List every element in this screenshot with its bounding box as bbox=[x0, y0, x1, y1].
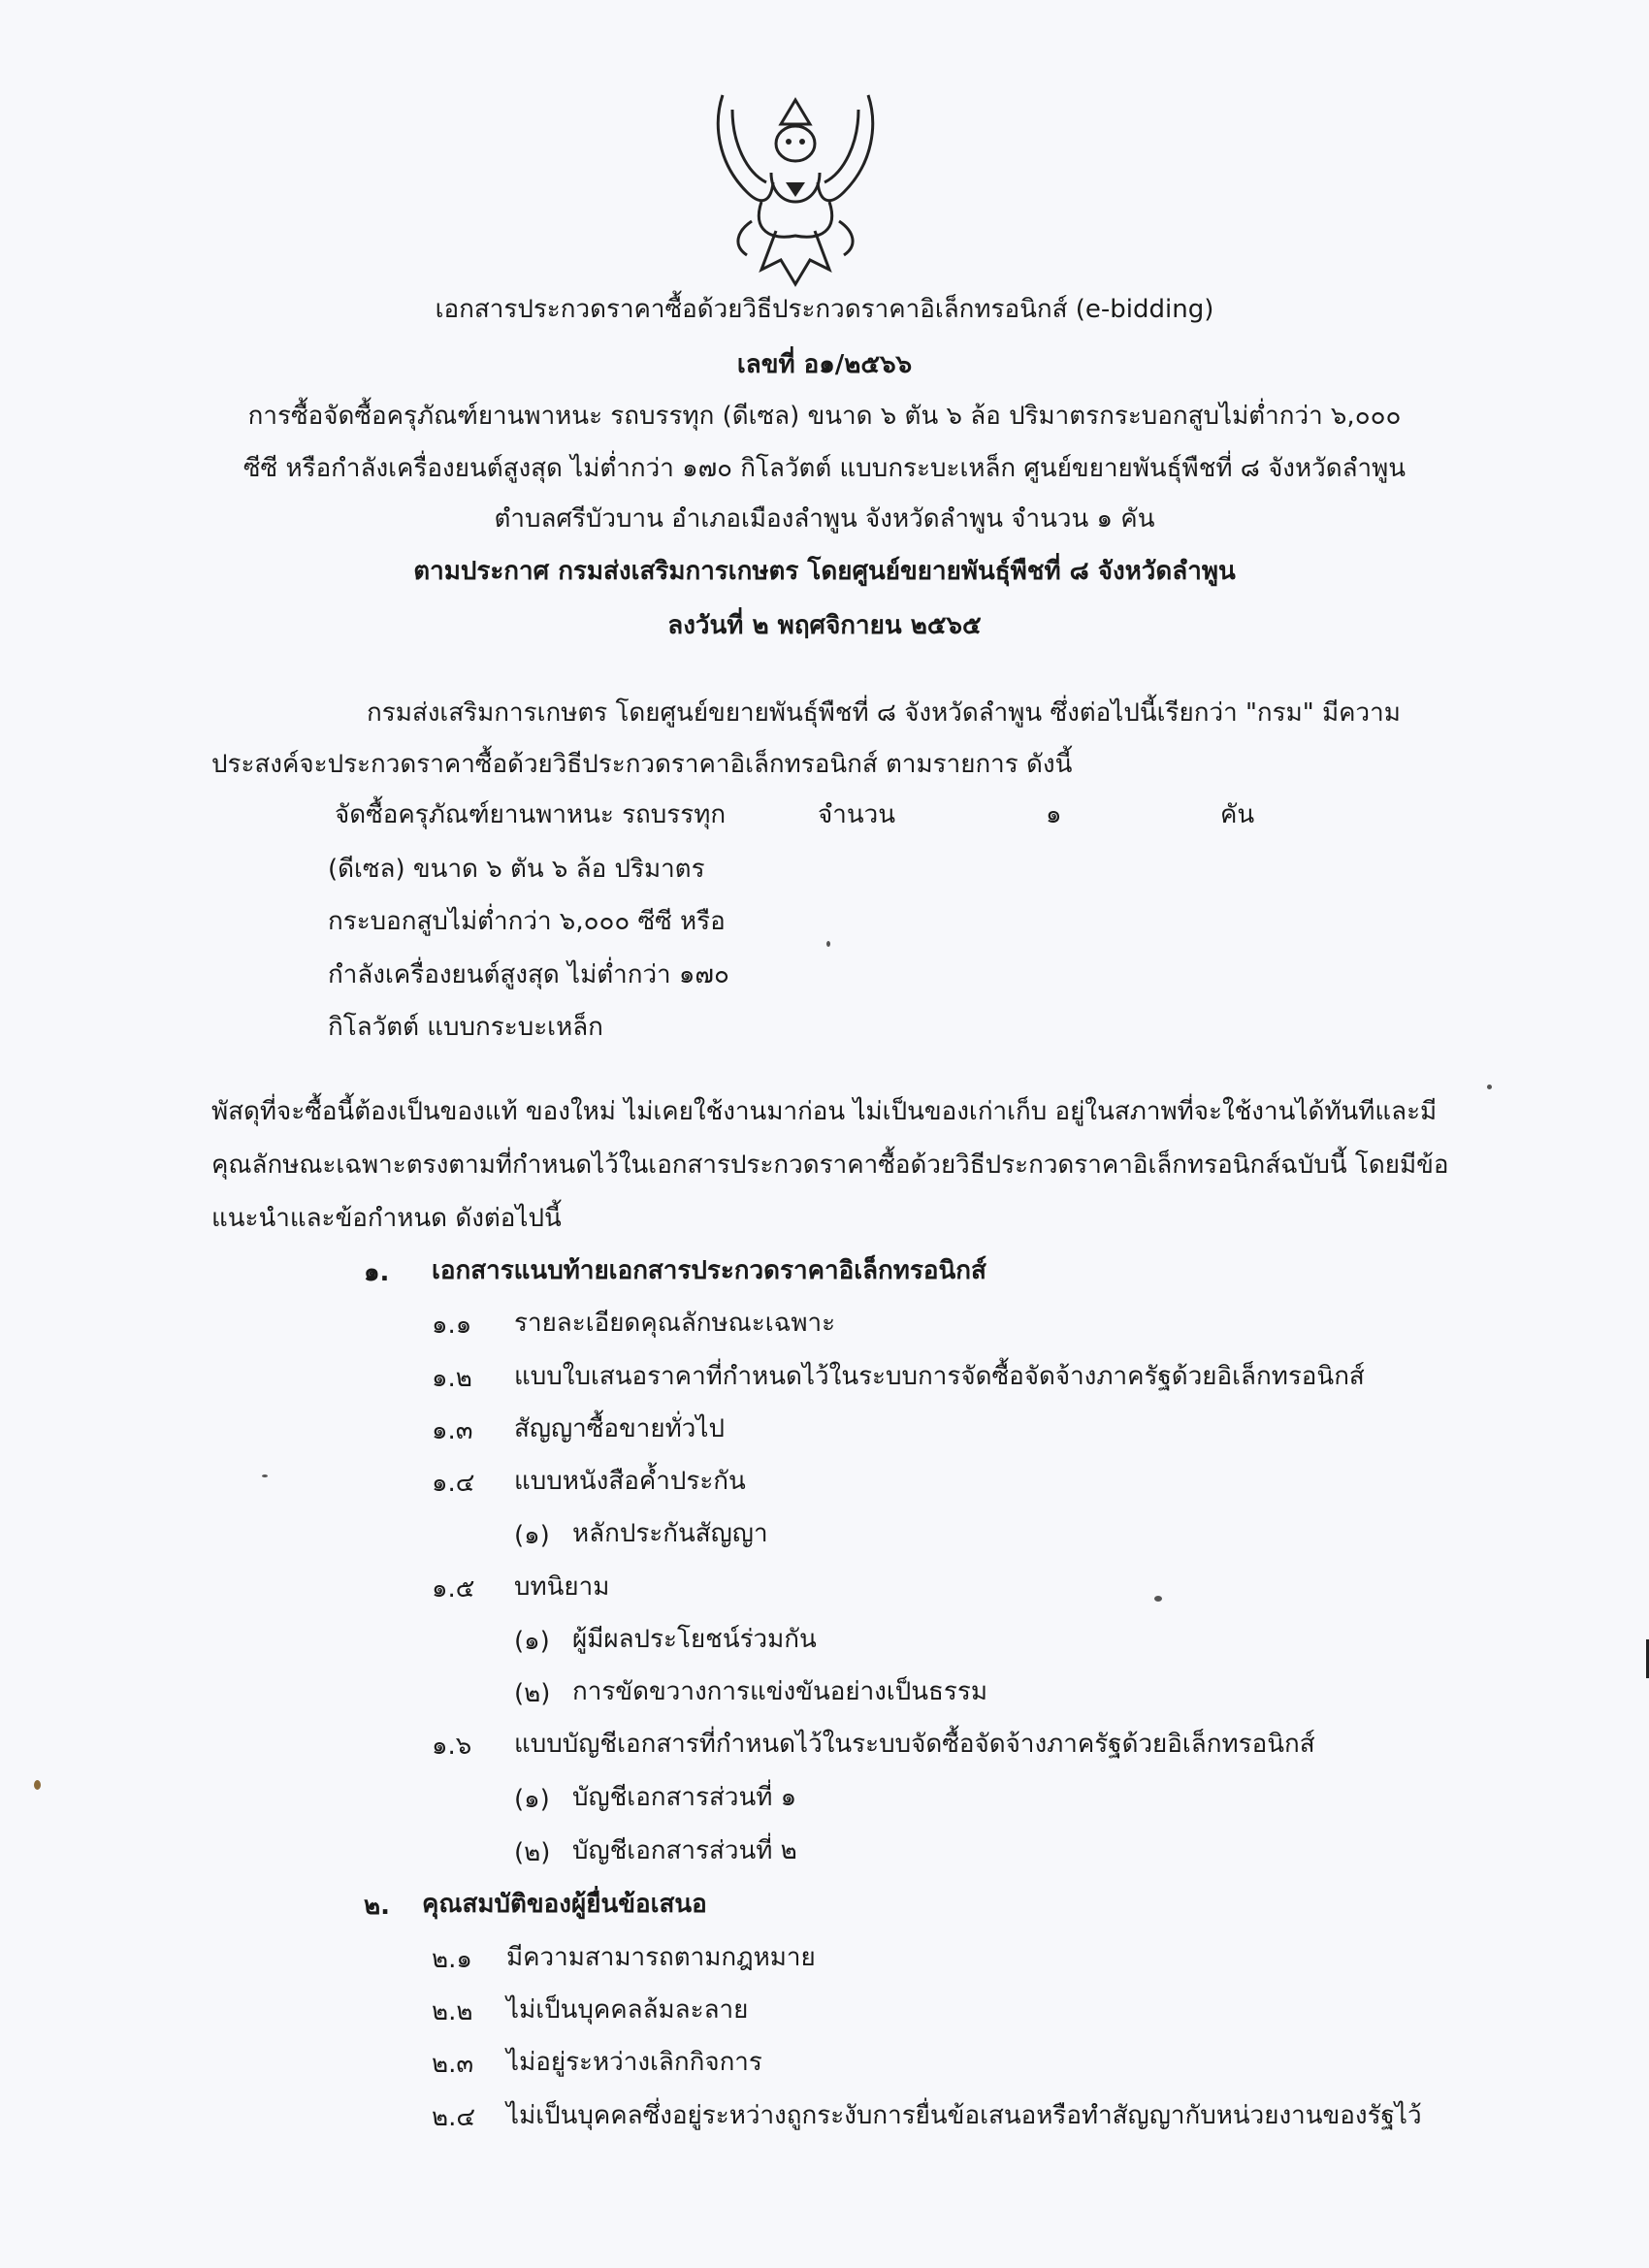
announcement-date: ลงวันที่ ๒ พฤศจิกายน ๒๕๖๕ bbox=[667, 611, 982, 640]
scan-speck bbox=[1487, 1085, 1492, 1089]
section-1-number: ๑. bbox=[364, 1258, 390, 1287]
subject-line-3: ตำบลศรีบัวบาน อำเภอเมืองลำพูน จังหวัดลำพูน จำนวน ๑ คัน bbox=[494, 504, 1155, 534]
item-desc-line: (ดีเซล) ขนาด ๖ ตัน ๖ ล้อ ปริมาตร bbox=[328, 855, 705, 884]
conditions-line-2: คุณลักษณะเฉพาะตรงตามที่กำหนดไว้ในเอกสารประกวดราคาซื้อด้วยวิธีประกวดราคาอิเล็กทรอนิกส์ฉบับนี้ โดยมีข้อ bbox=[211, 1150, 1449, 1180]
item-number: ๑.๒ bbox=[432, 1364, 472, 1393]
sub-item-number: (๒) bbox=[514, 1838, 551, 1867]
sub-item-text: การขัดขวางการแข่งขันอย่างเป็นธรรม bbox=[572, 1677, 987, 1706]
item-qty-value: ๑ bbox=[1046, 800, 1062, 829]
item-desc-line: กำลังเครื่องยนต์สูงสุด ไม่ต่ำกว่า ๑๗๐ bbox=[328, 960, 729, 989]
item-text: มีความสามารถตามกฎหมาย bbox=[506, 1943, 816, 1972]
announcement-line: ตามประกาศ กรมส่งเสริมการเกษตร โดยศูนย์ขยายพันธุ์พืชที่ ๘ จังหวัดลำพูน bbox=[413, 557, 1236, 586]
conditions-line-1: พัสดุที่จะซื้อนี้ต้องเป็นของแท้ ของใหม่ ไม่เคยใช้งานมาก่อน ไม่เป็นของเก่าเก็บ อยู่ในสภาพที่จะใช้งานได้ทันทีและมี bbox=[211, 1097, 1438, 1126]
item-desc-line: กระบอกสูบไม่ต่ำกว่า ๖,๐๐๐ ซีซี หรือ bbox=[328, 907, 726, 936]
sub-item-text: บัญชีเอกสารส่วนที่ ๑ bbox=[572, 1783, 797, 1812]
item-text: ไม่เป็นบุคคลซึ่งอยู่ระหว่างถูกระงับการยื่นข้อเสนอหรือทำสัญญากับหน่วยงานของรัฐไว้ bbox=[506, 2101, 1422, 2130]
garuda-emblem-icon bbox=[703, 85, 888, 291]
intro-line-2: ประสงค์จะประกวดราคาซื้อด้วยวิธีประกวดราคาอิเล็กทรอนิกส์ ตามรายการ ดังนี้ bbox=[211, 750, 1073, 779]
scan-speck bbox=[262, 1474, 268, 1477]
section-1-title: เอกสารแนบท้ายเอกสารประกวดราคาอิเล็กทรอนิกส์ bbox=[432, 1256, 986, 1285]
sub-item-number: (๑) bbox=[514, 1627, 550, 1656]
sub-item-text: ผู้มีผลประโยชน์ร่วมกัน bbox=[572, 1625, 817, 1654]
item-number: ๑.๓ bbox=[432, 1416, 473, 1445]
item-text: ไม่เป็นบุคคลล้มละลาย bbox=[506, 1995, 749, 2025]
scan-speck bbox=[1154, 1596, 1162, 1602]
sub-item-number: (๑) bbox=[514, 1785, 550, 1814]
subject-line-2: ซีซี หรือกำลังเครื่องยนต์สูงสุด ไม่ต่ำกว่า ๑๗๐ กิโลวัตต์ แบบกระบะเหล็ก ศูนย์ขยายพันธุ์พืชที่ ๘ จังหวัดลำพูน bbox=[242, 454, 1406, 483]
item-number: ๑.๖ bbox=[432, 1732, 472, 1761]
sub-item-text: หลักประกันสัญญา bbox=[572, 1519, 768, 1548]
item-text: แบบบัญชีเอกสารที่กำหนดไว้ในระบบจัดซื้อจัดจ้างภาครัฐด้วยอิเล็กทรอนิกส์ bbox=[514, 1730, 1315, 1759]
section-2-number: ๒. bbox=[364, 1892, 391, 1921]
subject-line-1: การซื้อจัดซื้อครุภัณฑ์ยานพาหนะ รถบรรทุก (ดีเซล) ขนาด ๖ ตัน ๖ ล้อ ปริมาตรกระบอกสูบไม่ต่ำกว่า ๖,๐๐๐ bbox=[247, 402, 1402, 431]
conditions-line-3: แนะนำและข้อกำหนด ดังต่อไปนี้ bbox=[211, 1204, 562, 1233]
item-text: บทนิยาม bbox=[514, 1572, 610, 1602]
item-number: ๑.๕ bbox=[432, 1574, 475, 1604]
item-text: แบบหนังสือค้ำประกัน bbox=[514, 1467, 746, 1496]
item-number: ๒.๓ bbox=[432, 2050, 474, 2079]
item-unit: คัน bbox=[1220, 800, 1255, 829]
item-number: ๒.๔ bbox=[432, 2103, 476, 2132]
sub-item-number: (๒) bbox=[514, 1679, 551, 1708]
item-number: ๑.๑ bbox=[432, 1311, 472, 1340]
scan-speck bbox=[34, 1780, 41, 1790]
item-number: ๒.๒ bbox=[432, 1997, 473, 2026]
sub-item-text: บัญชีเอกสารส่วนที่ ๒ bbox=[572, 1836, 797, 1865]
sub-item-number: (๑) bbox=[514, 1521, 550, 1550]
section-2-title: คุณสมบัติของผู้ยื่นข้อเสนอ bbox=[422, 1890, 707, 1919]
item-desc-line: กิโลวัตต์ แบบกระบะเหล็ก bbox=[328, 1013, 603, 1042]
intro-line-1: กรมส่งเสริมการเกษตร โดยศูนย์ขยายพันธุ์พืชที่ ๘ จังหวัดลำพูน ซึ่งต่อไปนี้เรียกว่า "กรม" มีความ bbox=[367, 698, 1401, 728]
document-title: เอกสารประกวดราคาซื้อด้วยวิธีประกวดราคาอิเล็กทรอนิกส์ (e-bidding) bbox=[435, 295, 1214, 324]
item-text: ไม่อยู่ระหว่างเลิกกิจการ bbox=[506, 2048, 762, 2077]
item-number: ๑.๔ bbox=[432, 1469, 475, 1498]
item-text: รายละเอียดคุณลักษณะเฉพาะ bbox=[514, 1309, 836, 1338]
item-qty-label: จำนวน bbox=[818, 800, 895, 829]
scan-speck bbox=[826, 941, 830, 947]
item-text: แบบใบเสนอราคาที่กำหนดไว้ในระบบการจัดซื้อจัดจ้างภาครัฐด้วยอิเล็กทรอนิกส์ bbox=[514, 1362, 1365, 1391]
item-number: ๒.๑ bbox=[432, 1945, 472, 1974]
item-text: สัญญาซื้อขายทั่วไป bbox=[514, 1414, 725, 1443]
item-desc-line: จัดซื้อครุภัณฑ์ยานพาหนะ รถบรรทุก bbox=[335, 800, 727, 829]
document-number: เลขที่ อ๑/๒๕๖๖ bbox=[736, 350, 913, 379]
